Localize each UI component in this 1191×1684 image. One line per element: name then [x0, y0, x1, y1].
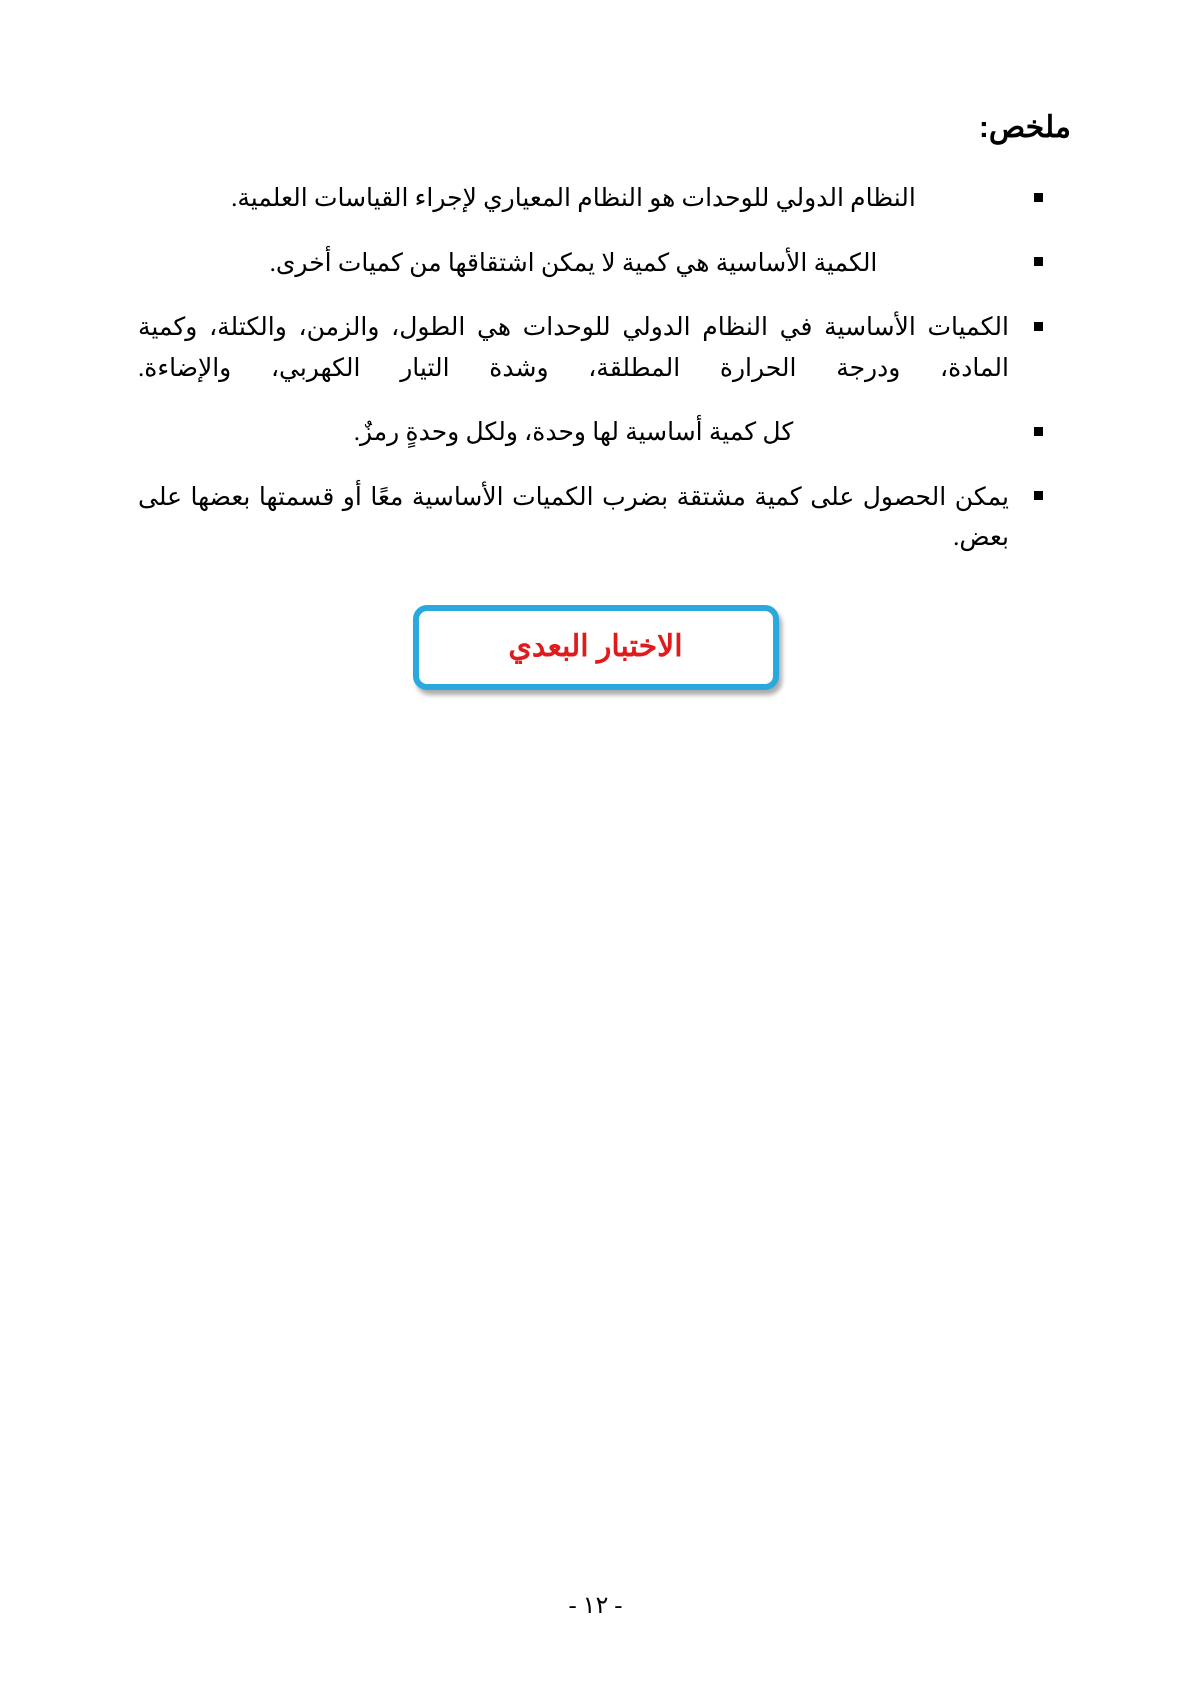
post-test-button[interactable] [413, 605, 779, 690]
list-item [120, 179, 1071, 220]
list-item-text: كل كمية أساسية لها وحدة، ولكل وحدةٍ رمزٌ. [353, 419, 794, 446]
list-item-text: الكميات الأساسية في النظام الدولي للوحدات هي الطول، والزمن، والكتلة، وكمية المادة، ودرجة الحرارة المطلقة، وشدة التيار الكهربي، والإضاءة. [138, 314, 1009, 382]
bullet-marker-icon [1034, 491, 1043, 500]
list-item-text: الكمية الأساسية هي كمية لا يمكن اشتقاقها من كميات أخرى. [269, 249, 878, 277]
list-item [120, 478, 1071, 559]
post-test-button-label: الاختبار البعدي [508, 629, 683, 663]
bullet-marker-icon [1034, 427, 1043, 436]
bullet-marker-icon [1034, 322, 1043, 331]
page-title: ملخص: [978, 111, 1071, 144]
bullet-marker-icon [1034, 193, 1043, 202]
page-number: - ١٢ - [568, 1593, 623, 1619]
bullet-marker-icon [1034, 257, 1043, 266]
list-item [120, 413, 1071, 454]
summary-bullet-list [120, 179, 1071, 559]
list-item-text: يمكن الحصول على كمية مشتقة بضرب الكميات الأساسية معًا أو قسمتها بعضها على بعض. [138, 483, 1009, 551]
post-test-button-container [120, 605, 1071, 690]
list-item-text: النظام الدولي للوحدات هو النظام المعياري لإجراء القياسات العلمية. [231, 185, 916, 212]
list-item [120, 244, 1071, 285]
list-item [120, 308, 1071, 389]
